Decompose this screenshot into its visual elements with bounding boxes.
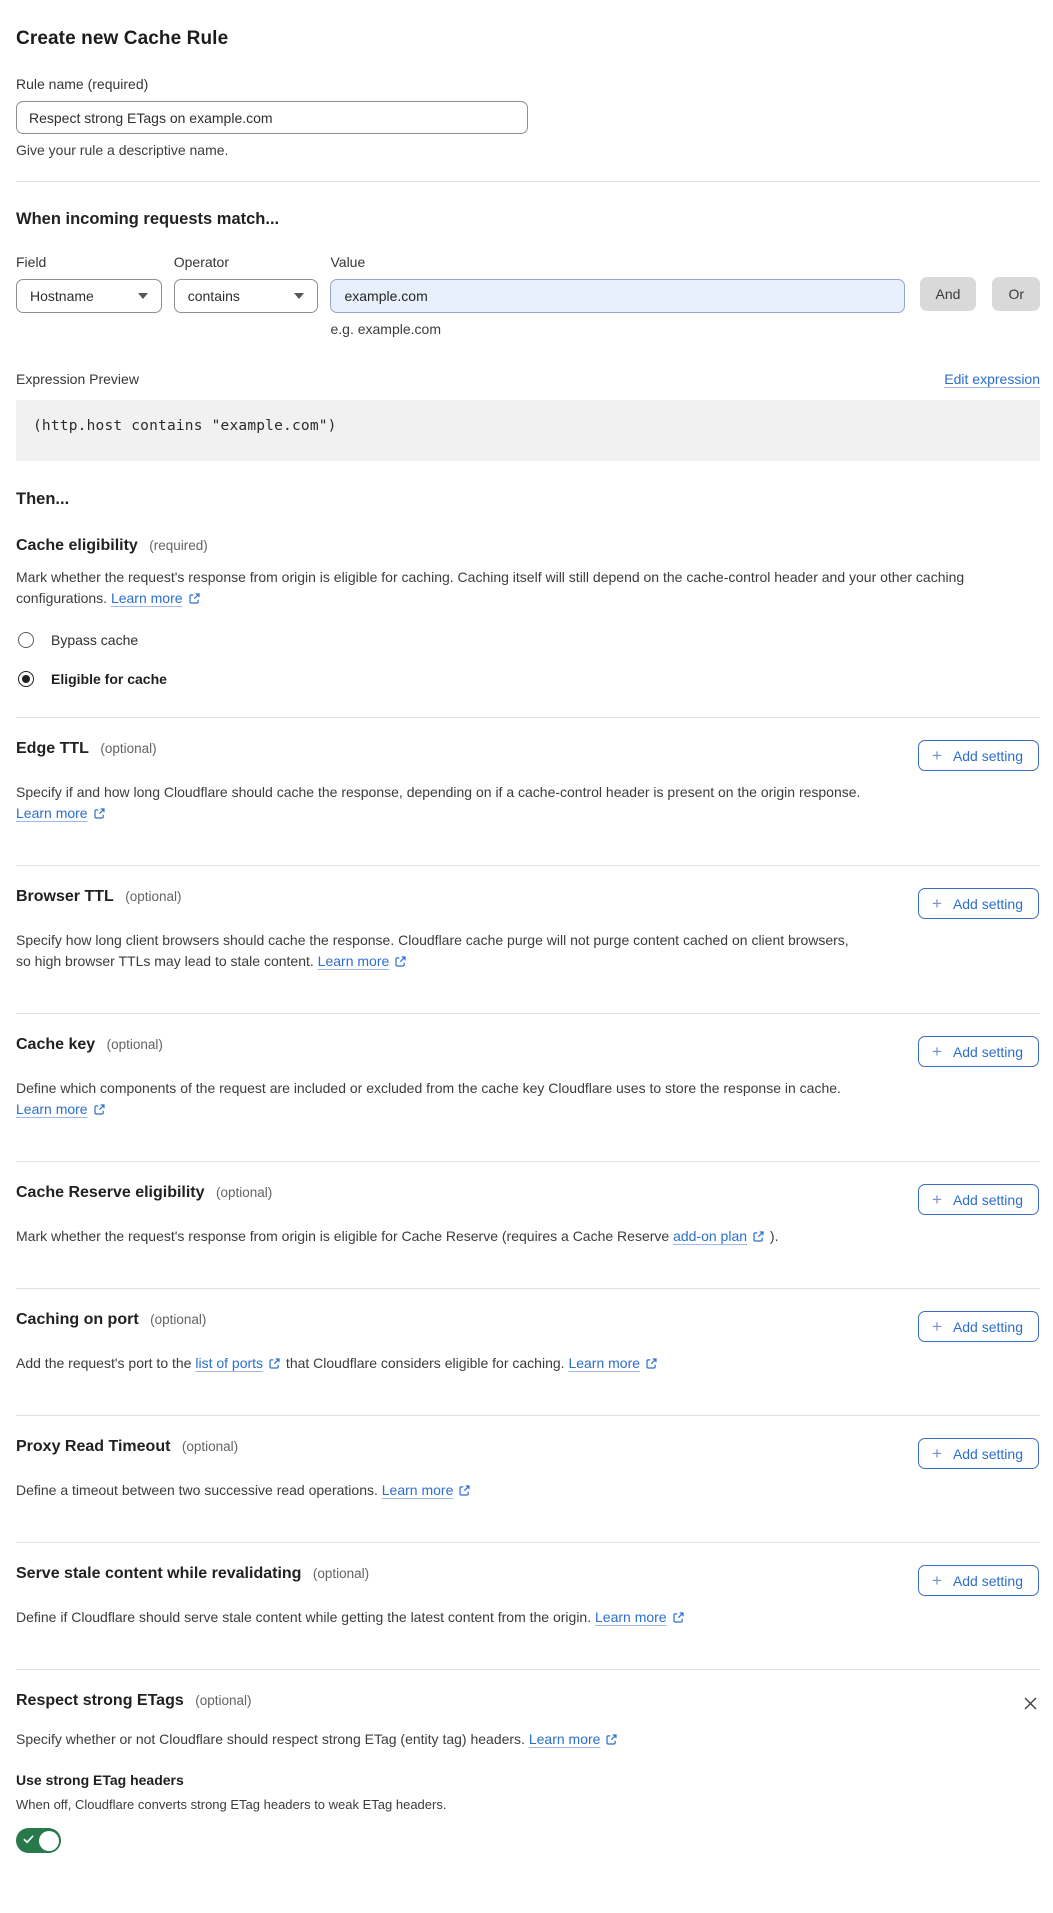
learn-more-link[interactable]: Learn more (595, 1609, 667, 1625)
learn-more-link[interactable]: Learn more (16, 1101, 88, 1117)
optional-tag: (optional) (125, 889, 182, 904)
setting-title: Browser TTL (16, 888, 114, 905)
etags-description (16, 1729, 861, 1750)
chevron-down-icon (294, 293, 304, 299)
setting-section-respect-strong-etags (16, 1669, 1040, 1885)
learn-more-link[interactable]: Learn more (317, 953, 390, 969)
setting-description (16, 1226, 861, 1247)
add-setting-button-edge-ttl[interactable] (918, 740, 1039, 771)
optional-tag: (optional) (150, 1312, 207, 1327)
external-link-icon (458, 1484, 471, 1497)
setting-header (16, 1036, 1040, 1067)
value-label: Value (330, 254, 366, 270)
setting-header (16, 1311, 1040, 1342)
etags-toggle-label: Use strong ETag headers (16, 1772, 184, 1788)
edit-expression-link[interactable]: Edit expression (944, 371, 1040, 387)
optional-tag: (optional) (100, 741, 157, 756)
etags-toggle-help: When off, Cloudflare converts strong ETag headers to weak ETag headers. (16, 1797, 447, 1812)
add-setting-button-cache-key[interactable] (918, 1036, 1039, 1067)
setting-section-browser-ttl (16, 865, 1040, 1013)
cache-eligibility-title: Cache eligibility (16, 537, 138, 554)
rule-name-helper: Give your rule a descriptive name. (16, 142, 229, 158)
or-button[interactable]: Or (992, 277, 1040, 311)
setting-description (16, 1078, 861, 1120)
setting-section-caching-on-port (16, 1288, 1040, 1415)
external-link-icon (93, 1103, 106, 1116)
operator-select-value: contains (187, 288, 240, 304)
cache-eligibility-description (16, 567, 1016, 609)
add-setting-button-serve-stale-content-while-revalidating[interactable] (918, 1565, 1039, 1596)
match-field-group (16, 254, 162, 313)
desc-text: Define which components of the request are included or excluded from the cache key Cloudflare uses to store the response in cache. (16, 1080, 841, 1096)
desc-text: Define a timeout between two successive read operations. (16, 1482, 382, 1498)
value-input[interactable] (330, 279, 904, 313)
radio-label: Eligible for cache (51, 671, 167, 687)
match-heading: When incoming requests match... (16, 210, 280, 228)
add-setting-button-caching-on-port[interactable] (918, 1311, 1039, 1342)
setting-title-wrap (16, 1036, 163, 1054)
external-link-icon (672, 1611, 685, 1624)
settings-list (16, 717, 1040, 1669)
setting-header (16, 888, 1040, 919)
desc-text: ). (766, 1228, 779, 1244)
add-setting-label: Add setting (952, 747, 1023, 764)
divider (16, 181, 1040, 182)
and-button[interactable]: And (920, 277, 977, 311)
plus-icon: + (932, 1316, 942, 1336)
setting-section-serve-stale-content-while-revalidating (16, 1542, 1040, 1669)
then-heading: Then... (16, 490, 70, 508)
external-link-icon (394, 955, 407, 968)
setting-title-wrap (16, 888, 182, 906)
plus-icon: + (932, 1443, 942, 1463)
add-setting-label: Add setting (952, 1191, 1023, 1208)
etags-title: Respect strong ETags (16, 1692, 184, 1709)
add-setting-label: Add setting (952, 1572, 1023, 1589)
setting-section-edge-ttl (16, 717, 1040, 865)
plus-icon: + (932, 1041, 942, 1061)
external-link-icon (188, 592, 201, 605)
add-setting-button-proxy-read-timeout[interactable] (918, 1438, 1039, 1469)
desc-text: that Cloudflare considers eligible for caching. (282, 1355, 569, 1371)
setting-description (16, 1480, 861, 1501)
radio-option-eligible-for-cache[interactable] (16, 671, 1040, 687)
setting-header (16, 1565, 1040, 1596)
desc-text: Specify if and how long Cloudflare should cache the response, depending on if a cache-control header is present on the origin response. (16, 784, 861, 800)
setting-title-wrap (16, 1565, 369, 1583)
optional-tag: (optional) (195, 1693, 252, 1708)
external-link-icon (268, 1357, 281, 1370)
expression-code: (http.host contains "example.com") (16, 400, 1040, 461)
match-row (16, 254, 1040, 337)
expression-preview-label: Expression Preview (16, 371, 139, 387)
setting-description (16, 1353, 861, 1374)
desc-text: Specify whether or not Cloudflare should respect strong ETag (entity tag) headers. (16, 1731, 529, 1747)
toggle-knob (39, 1831, 59, 1851)
external-link-icon (645, 1357, 658, 1370)
setting-title: Caching on port (16, 1311, 139, 1328)
list-of-ports-link[interactable]: list of ports (195, 1355, 264, 1371)
radio-dot (22, 675, 30, 683)
optional-tag: (optional) (312, 1566, 370, 1581)
setting-title-wrap (16, 1438, 238, 1456)
add-setting-label: Add setting (952, 1445, 1023, 1462)
close-icon[interactable] (1019, 1692, 1042, 1718)
radio-selected-icon[interactable] (18, 671, 34, 687)
add-setting-label: Add setting (952, 895, 1023, 912)
check-icon (23, 1833, 34, 1848)
setting-section-proxy-read-timeout (16, 1415, 1040, 1542)
plus-icon: + (932, 1189, 942, 1209)
learn-more-link[interactable]: Learn more (381, 1482, 454, 1498)
setting-title: Edge TTL (16, 740, 89, 757)
field-select-value: Hostname (30, 288, 94, 304)
operator-select[interactable] (174, 279, 319, 313)
required-tag: (required) (149, 538, 208, 553)
setting-description (16, 1607, 861, 1628)
desc-text: Add the request's port to the (16, 1355, 196, 1371)
desc-text: Specify how long client browsers should cache the response. Cloudflare cache purge will not purge content cached on client browsers, so high browser TTLs may lead to stale content. (16, 932, 849, 969)
page-title: Create new Cache Rule (16, 28, 229, 49)
operator-label: Operator (173, 254, 229, 270)
field-select[interactable] (16, 279, 162, 313)
radio-unselected-icon[interactable] (18, 632, 34, 648)
optional-tag: (optional) (215, 1185, 273, 1200)
desc-text: Mark whether the request's response from origin is eligible for caching. Caching itself will still depend on the cache-control header and your other caching configurations. (16, 569, 965, 606)
plus-icon: + (932, 893, 942, 913)
value-helper: e.g. example.com (330, 321, 441, 337)
cache-eligibility-section (16, 537, 1040, 687)
chevron-down-icon (138, 293, 148, 299)
setting-section-cache-key (16, 1013, 1040, 1161)
cache-eligibility-header (16, 537, 1040, 555)
plus-icon: + (932, 745, 942, 765)
optional-tag: (optional) (106, 1037, 163, 1052)
desc-text: Define if Cloudflare should serve stale content while getting the latest content from the origin. (16, 1609, 595, 1625)
etags-title-wrap (16, 1692, 251, 1710)
learn-more-link[interactable]: Learn more (528, 1731, 601, 1747)
desc-text: Mark whether the request's response from origin is eligible for Cache Reserve (requires a Cache Reserve (16, 1228, 674, 1244)
match-value-group (330, 254, 904, 337)
cache-eligibility-options (16, 632, 1040, 687)
rule-name-group (16, 76, 1040, 158)
radio-label: Bypass cache (51, 632, 139, 648)
setting-header (16, 1438, 1040, 1469)
setting-description (16, 782, 861, 824)
setting-title: Serve stale content while revalidating (16, 1565, 302, 1582)
learn-more-link[interactable]: Learn more (16, 805, 88, 821)
external-link-icon (605, 1733, 618, 1746)
rule-name-input[interactable] (16, 101, 528, 134)
expression-header (16, 371, 1040, 387)
add-on-plan-link[interactable]: add-on plan (673, 1228, 748, 1244)
setting-title-wrap (16, 740, 157, 758)
learn-more-link[interactable]: Learn more (110, 590, 183, 606)
setting-header (16, 1184, 1040, 1215)
optional-tag: (optional) (181, 1439, 239, 1454)
plus-icon: + (932, 1570, 942, 1590)
etags-header (16, 1692, 1040, 1718)
rule-name-label: Rule name (required) (16, 76, 149, 92)
setting-title: Proxy Read Timeout (16, 1438, 171, 1455)
match-actions (920, 254, 1040, 311)
setting-header (16, 740, 1040, 771)
external-link-icon (752, 1230, 765, 1243)
strong-etag-toggle[interactable] (16, 1828, 61, 1853)
radio-option-bypass-cache[interactable] (16, 632, 1040, 648)
learn-more-link[interactable]: Learn more (568, 1355, 641, 1371)
add-setting-label: Add setting (952, 1043, 1023, 1060)
add-setting-label: Add setting (952, 1318, 1023, 1335)
setting-title: Cache Reserve eligibility (16, 1184, 205, 1201)
setting-title-wrap (16, 1184, 272, 1202)
external-link-icon (93, 807, 106, 820)
field-label: Field (16, 254, 47, 270)
match-operator-group (174, 254, 319, 313)
setting-description (16, 930, 861, 972)
add-setting-button-browser-ttl[interactable] (918, 888, 1039, 919)
setting-section-cache-reserve-eligibility (16, 1161, 1040, 1288)
setting-title: Cache key (16, 1036, 96, 1053)
setting-title-wrap (16, 1311, 206, 1329)
add-setting-button-cache-reserve-eligibility[interactable] (918, 1184, 1039, 1215)
